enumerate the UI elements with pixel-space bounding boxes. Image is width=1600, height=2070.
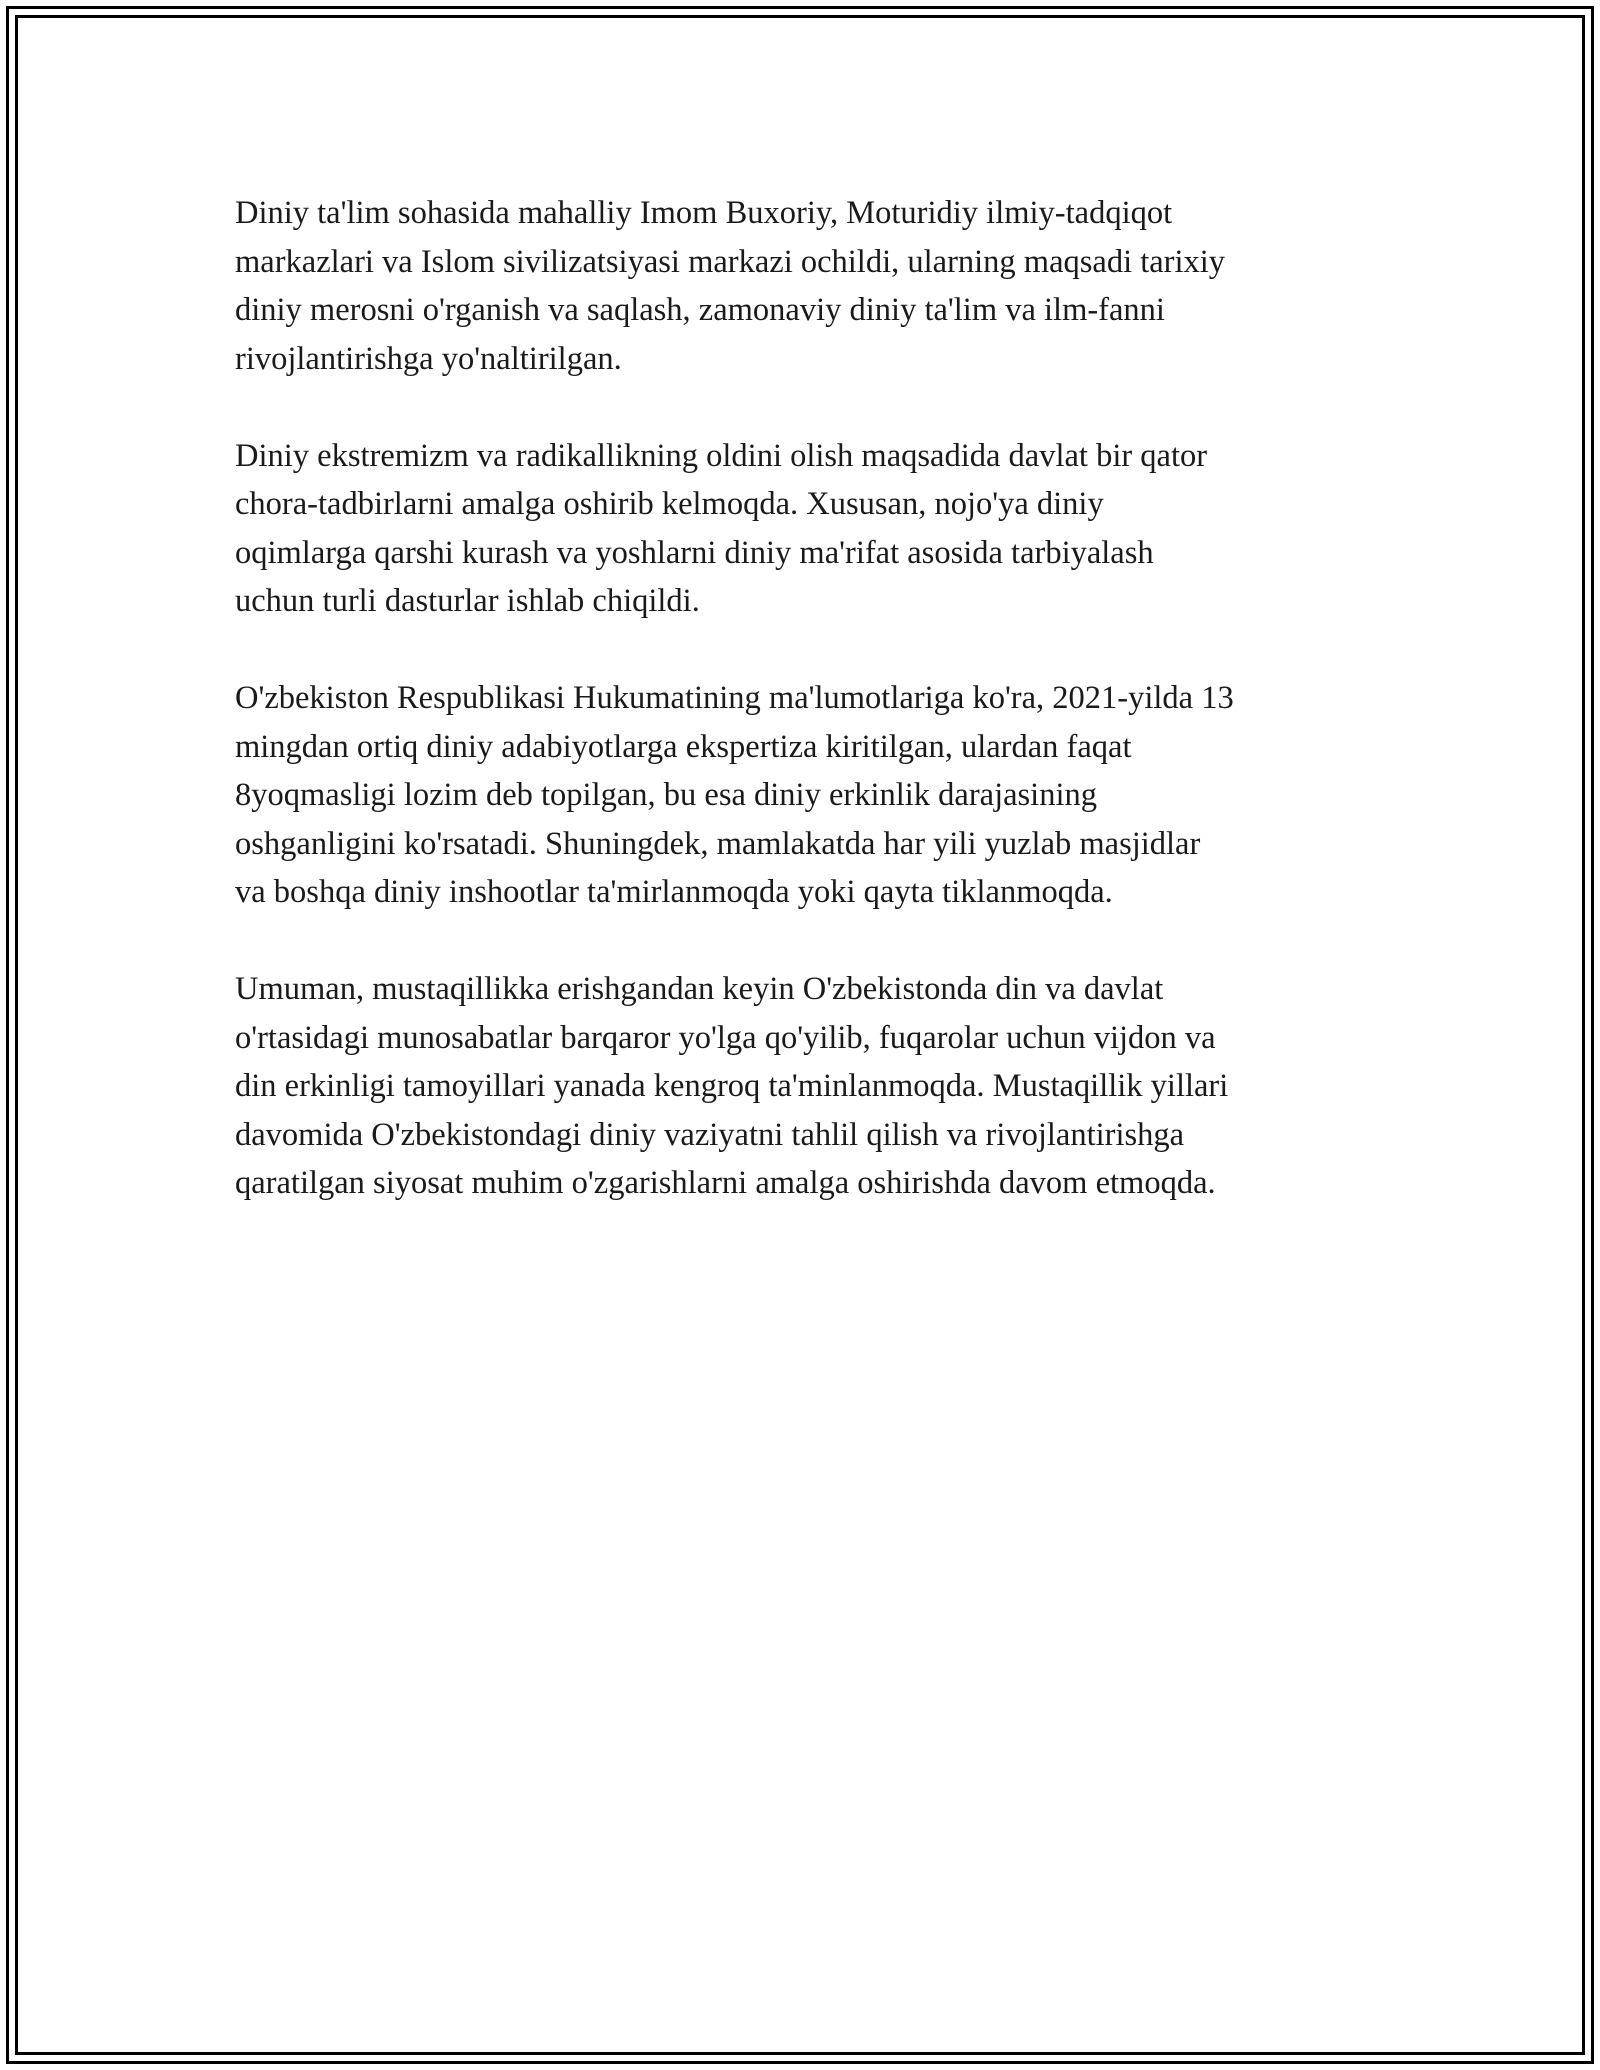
text-line: rivojlantirishga yo'naltirilgan. <box>235 340 622 377</box>
paragraph-4 <box>235 965 1375 1208</box>
text-line: Diniy ta'lim sohasida mahalliy Imom Buxoriy, Moturidiy ilmiy-tadqiqot <box>235 195 1173 231</box>
paragraph-3 <box>235 674 1375 917</box>
text-line: uchun turli dasturlar ishlab chiqildi. <box>235 583 700 619</box>
text-line: mingdan ortiq diniy adabiyotlarga ekspertiza kiritilgan, ulardan faqat <box>235 728 1132 765</box>
text-line: 8yoqmasligi lozim deb topilgan, bu esa diniy erkinlik darajasining <box>235 777 1097 813</box>
text-line: markazlari va Islom sivilizatsiyasi markazi ochildi, ularning maqsadi tarixiy <box>235 243 1226 280</box>
text-line: din erkinligi tamoyillari yanada kengroq ta'minlanmoqda. Mustaqillik yillari <box>235 1068 1229 1104</box>
text-line: Diniy ekstremizm va radikallikning oldini olish maqsadida davlat bir qator <box>235 437 1208 474</box>
text-line: diniy merosni o'rganish va saqlash, zamonaviy diniy ta'lim va ilm-fanni <box>235 292 1165 328</box>
text-line: Umuman, mustaqillikka erishgandan keyin O'zbekistonda din va davlat <box>235 971 1164 1007</box>
text-line: oshganligini ko'rsatadi. Shuningdek, mamlakatda har yili yuzlab masjidlar <box>235 825 1201 862</box>
document-body <box>235 189 1375 1256</box>
paragraph-2 <box>235 432 1375 626</box>
text-line: chora-tadbirlarni amalga oshirib kelmoqda. Xususan, nojo'ya diniy <box>235 486 1104 522</box>
text-line: davomida O'zbekistondagi diniy vaziyatni tahlil qilish va rivojlantirishga <box>235 1116 1185 1153</box>
text-line: oqimlarga qarshi kurash va yoshlarni diniy ma'rifat asosida tarbiyalash <box>235 534 1154 571</box>
paragraph-1 <box>235 189 1375 383</box>
text-line: o'rtasidagi munosabatlar barqaror yo'lga qo'yilib, fuqarolar uchun vijdon va <box>235 1019 1216 1056</box>
text-line: qaratilgan siyosat muhim o'zgarishlarni amalga oshirishda davom etmoqda. <box>235 1165 1216 1201</box>
text-line: va boshqa diniy inshootlar ta'mirlanmoqda yoki qayta tiklanmoqda. <box>235 874 1113 910</box>
text-line: O'zbekiston Respublikasi Hukumatining ma'lumotlariga ko'ra, 2021-yilda 13 <box>235 680 1234 716</box>
